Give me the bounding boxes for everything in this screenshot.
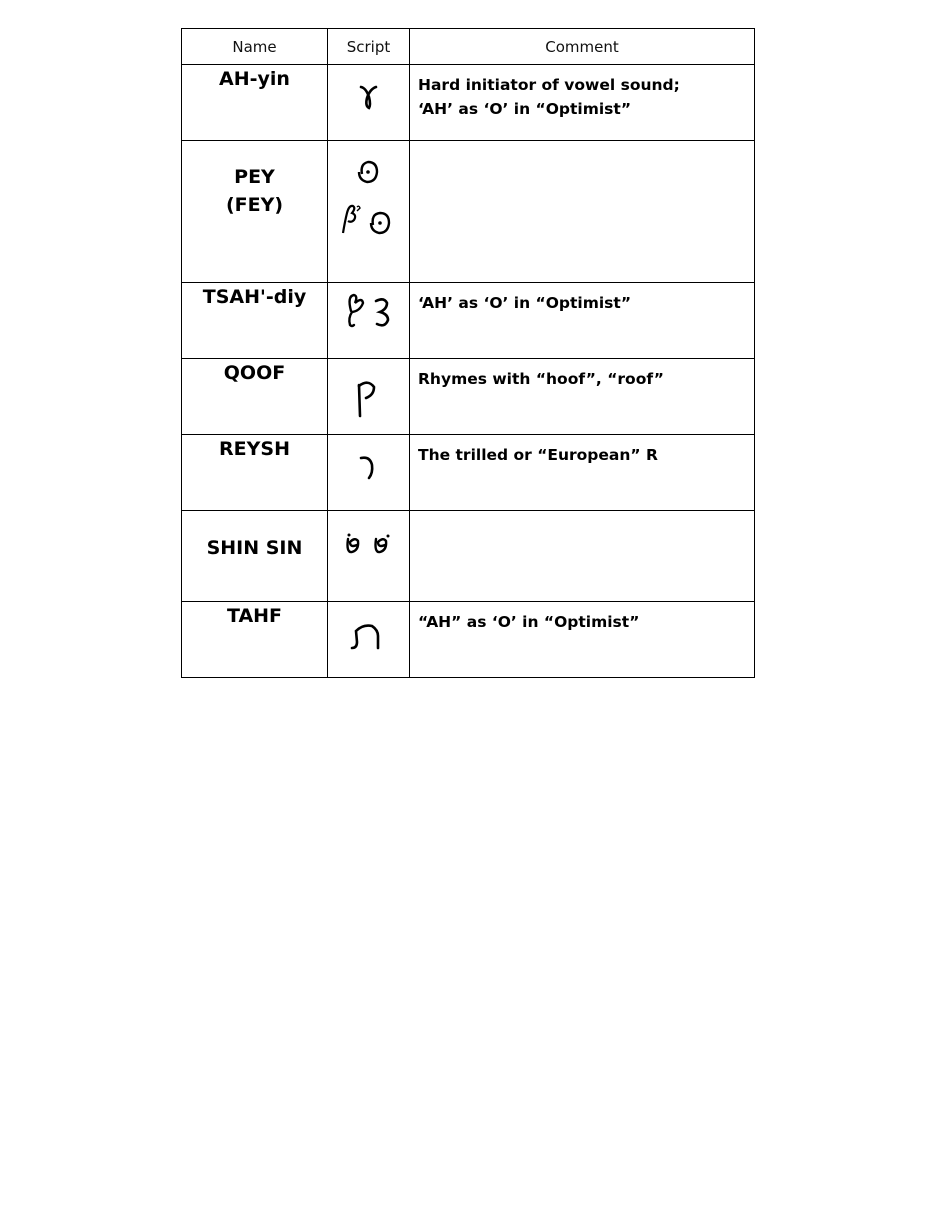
script-cell — [328, 141, 410, 283]
comment-line: Rhymes with “hoof”, “roof” — [418, 370, 664, 388]
script-cell — [328, 283, 410, 359]
letter-name-cell — [182, 283, 328, 359]
reysh-glyph — [328, 435, 410, 502]
table-row — [182, 511, 755, 602]
header-row — [182, 29, 755, 65]
letter-name: QOOF — [223, 362, 286, 384]
header-script: Script — [328, 29, 410, 65]
comment-cell — [410, 602, 755, 678]
comment-cell — [410, 283, 755, 359]
table-row — [182, 141, 755, 283]
table-row — [182, 435, 755, 511]
letter-name-cell — [182, 511, 328, 602]
letter-name: PEY — [234, 166, 275, 188]
comment-cell — [410, 359, 755, 435]
letter-name: AH-yin — [219, 68, 290, 90]
comment-line: ‘AH’ as ‘O’ in “Optimist” — [418, 294, 632, 312]
letter-name: TSAH'-diy — [202, 286, 307, 308]
comment-line: ‘AH’ as ‘O’ in “Optimist” — [418, 100, 632, 118]
comment-cell — [410, 65, 755, 141]
pey-fey-glyphs — [328, 141, 410, 260]
comment-cell — [410, 141, 755, 283]
comment-line: The trilled or “European” R — [418, 446, 658, 464]
comment-cell — [410, 435, 755, 511]
shin-sin-glyphs — [328, 511, 410, 578]
letter-name-cell — [182, 65, 328, 141]
header-comment: Comment — [410, 29, 755, 65]
letter-name-cell — [182, 602, 328, 678]
tsadi-glyphs — [328, 283, 410, 350]
hebrew-letter-table — [181, 28, 755, 678]
letter-name-cell — [182, 435, 328, 511]
tahf-glyph — [328, 602, 410, 669]
table-row — [182, 359, 755, 435]
script-cell — [328, 359, 410, 435]
table-row — [182, 602, 755, 678]
comment-cell — [410, 511, 755, 602]
letter-name-cell — [182, 359, 328, 435]
script-cell — [328, 65, 410, 141]
qoof-glyph — [328, 359, 410, 426]
script-cell — [328, 602, 410, 678]
header-name: Name — [182, 29, 328, 65]
comment-line: “AH” as ‘O’ in “Optimist” — [418, 613, 640, 631]
letter-name: TAHF — [226, 605, 283, 627]
script-cell — [328, 435, 410, 511]
letter-name: SHIN SIN — [206, 537, 303, 559]
table-row — [182, 65, 755, 141]
letter-name-cell — [182, 141, 328, 283]
letter-name: REYSH — [219, 438, 290, 460]
comment-line: Hard initiator of vowel sound; — [418, 76, 680, 94]
table-row — [182, 283, 755, 359]
script-cell — [328, 511, 410, 602]
letter-name: (FEY) — [225, 194, 284, 216]
ayin-glyph — [328, 65, 410, 132]
